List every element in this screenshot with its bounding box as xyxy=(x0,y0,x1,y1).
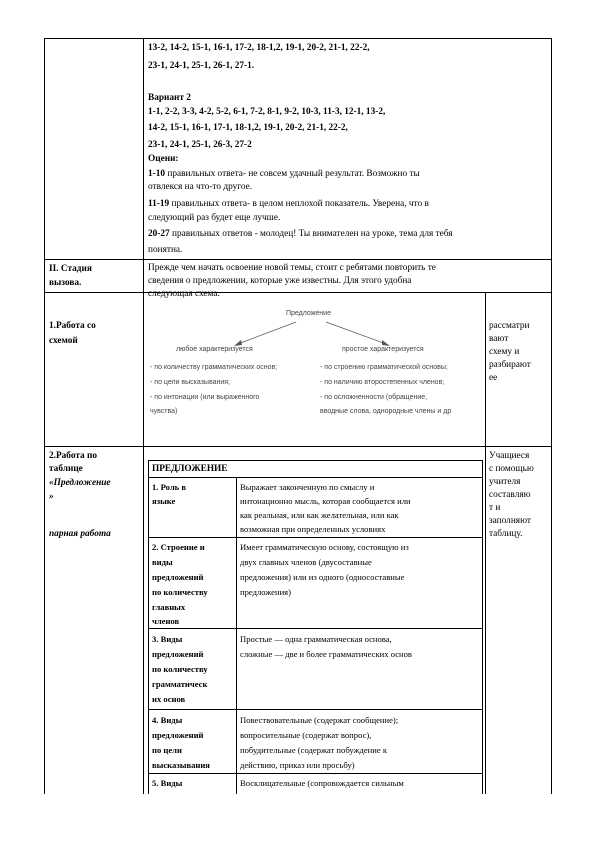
inner-border-right xyxy=(482,460,483,794)
table-row-label-1: 2.Работа по xyxy=(49,451,98,461)
sentence-scheme-diagram xyxy=(146,296,484,442)
outer-border-right xyxy=(551,38,552,794)
row3-text: Простые — одна грамматическая основа, xyxy=(240,634,392,644)
scheme-left-item: - по интонации (или выраженного xyxy=(150,394,260,401)
row2-label: главных xyxy=(152,602,186,612)
pair-work-label: парная работа xyxy=(49,529,111,539)
inner-col-divider xyxy=(236,477,237,794)
inner-row-divider xyxy=(148,628,483,629)
scheme-right-branch: простое характеризуется xyxy=(342,346,424,353)
stage2-text-1: Прежде чем начать освоение новой темы, стоит с ребятами повторить те xyxy=(148,263,436,273)
row2-label: предложений xyxy=(152,572,204,582)
scheme-left-branch: любое характеризуется xyxy=(176,346,253,353)
row3-label: 3. Виды xyxy=(152,634,183,644)
row4-label: высказывания xyxy=(152,760,210,770)
table-student-activity-4: составляю xyxy=(489,490,531,500)
answers-v1-line-1: 13-2, 14-2, 15-1, 16-1, 17-2, 18-1,2, 19-1, 20-2, 21-1, 22-2, xyxy=(148,43,370,53)
inner-row-divider xyxy=(148,477,483,478)
row3-label: их основ xyxy=(152,694,186,704)
row4-text: побудительные (содержат побуждение к xyxy=(240,745,388,755)
grade-2-range: 11-19 xyxy=(148,199,170,209)
row5-label: 5. Виды xyxy=(152,778,183,788)
inner-border-left xyxy=(148,460,149,794)
row1-label: 1. Роль в xyxy=(152,482,186,492)
variant-2-title: Вариант 2 xyxy=(148,93,191,103)
grade-2-text-2: следующий раз будет еще лучше. xyxy=(148,213,281,223)
grade-1-text: правильных ответа- не совсем удачный результат. Возможно ты xyxy=(165,169,420,179)
row4-label: по цели xyxy=(152,745,182,755)
scheme-student-activity-4: разбирают xyxy=(489,360,531,370)
row3-label: по количеству xyxy=(152,664,208,674)
stage2-label-2: вызова. xyxy=(49,278,82,288)
answers-v1-line-2: 23-1, 24-1, 25-1, 26-1, 27-1. xyxy=(148,61,255,71)
scheme-student-activity-5: ее xyxy=(489,373,498,383)
scheme-right-item: - по строению грамматической основы; xyxy=(320,364,448,371)
row2-text: предложения) xyxy=(240,587,291,597)
scheme-right-item: - по наличию второстепенных членов; xyxy=(320,379,445,386)
row4-text: действию, приказ или просьбу) xyxy=(240,760,355,770)
scheme-row-label-2: схемой xyxy=(49,336,78,346)
scheme-right-item: вводные слова, однородные члены и др xyxy=(320,408,452,415)
row3-label: предложений xyxy=(152,649,204,659)
grade-3-line xyxy=(148,228,453,240)
stage2-text-2: сведения о предложении, которые уже известны. Для этого удобна xyxy=(148,276,412,286)
scheme-left-item: - по количеству грамматических основ; xyxy=(150,364,278,371)
grade-2-line xyxy=(148,198,429,210)
row2-label: по количеству xyxy=(152,587,208,597)
inner-row-divider xyxy=(148,537,483,538)
inner-table-header: ПРЕДЛОЖЕНИЕ xyxy=(152,464,228,474)
col-divider-2 xyxy=(485,292,486,794)
row1-text: как реальная, или как желательная, или как xyxy=(240,510,399,520)
table-student-activity-1: Учащиеся xyxy=(489,451,530,461)
row-divider-1 xyxy=(44,259,552,260)
row-divider-3 xyxy=(44,446,552,447)
table-student-activity-7: таблицу. xyxy=(489,529,523,539)
answers-v2-line-2: 14-2, 15-1, 16-1, 17-1, 18-1,2, 19-1, 20-2, 21-1, 22-2, xyxy=(148,123,348,133)
sentence-table xyxy=(148,460,483,794)
outer-border-top xyxy=(44,38,552,39)
inner-row-divider xyxy=(148,773,483,774)
scheme-student-activity-2: вают xyxy=(489,334,509,344)
scheme-right-item: - по осложненности (обращение, xyxy=(320,394,428,401)
row3-text: сложные — две и более грамматических основ xyxy=(240,649,412,659)
row5-text: Восклицательные (сопровождается сильным xyxy=(240,778,404,788)
row1-text: Выражает законченную по смыслу и xyxy=(240,482,375,492)
row2-text: предложения) или из одного (односоставные xyxy=(240,572,405,582)
table-row-label-italic-2: » xyxy=(49,492,54,502)
row-divider-2 xyxy=(44,292,552,293)
scheme-row-label-1: 1.Работа со xyxy=(49,321,96,331)
row2-text: Имеет грамматическую основу, состоящую из xyxy=(240,542,409,552)
grade-1-text-2: отвлекся на что-то другое. xyxy=(148,182,253,192)
row4-label: предложений xyxy=(152,730,204,740)
inner-row-divider xyxy=(148,709,483,710)
row1-text: возможная при определенных условиях xyxy=(240,524,386,534)
grade-1-range: 1-10 xyxy=(148,169,166,179)
grades-title: Оцени: xyxy=(148,154,179,164)
table-student-activity-5: т и xyxy=(489,503,501,513)
table-row-label-2: таблице xyxy=(49,464,83,474)
table-row-label-italic-1: «Предложение xyxy=(49,478,111,488)
table-student-activity-3: учителя xyxy=(489,477,521,487)
grade-3-text-2: понятна. xyxy=(148,245,183,255)
row2-text: двух главных членов (двусоставные xyxy=(240,557,372,567)
grade-3-text: правильных ответов - молодец! Ты внимателен на уроке, тема для тебя xyxy=(169,229,453,239)
scheme-root: Предложение xyxy=(286,310,331,317)
row2-label: членов xyxy=(152,616,180,626)
answers-v2-line-1: 1-1, 2-2, 3-3, 4-2, 5-2, 6-1, 7-2, 8-1, 9-2, 10-3, 11-3, 12-1, 13-2, xyxy=(148,107,386,117)
row1-label: языке xyxy=(152,496,176,506)
answers-v2-line-3: 23-1, 24-1, 25-1, 26-3, 27-2 xyxy=(148,140,252,150)
grade-3-range: 20-27 xyxy=(148,229,170,239)
scheme-student-activity-3: схему и xyxy=(489,347,520,357)
row3-label: грамматическ xyxy=(152,679,208,689)
grade-2-text: правильных ответа- в целом неплохой показатель. Уверена, что в xyxy=(169,199,429,209)
scheme-student-activity-1: рассматри xyxy=(489,321,530,331)
table-student-activity-6: заполняют xyxy=(489,516,531,526)
inner-border-top xyxy=(148,460,483,461)
row4-text: вопросительные (содержат вопрос), xyxy=(240,730,372,740)
table-student-activity-2: с помощью xyxy=(489,464,534,474)
scheme-left-item: - по цели высказывания; xyxy=(150,379,231,386)
row2-label: 2. Строение и xyxy=(152,542,205,552)
grade-1-line xyxy=(148,168,420,180)
stage2-label-1: II. Стадия xyxy=(49,264,92,274)
row4-text: Повествовательные (содержат сообщение); xyxy=(240,715,399,725)
scheme-left-item: чувства) xyxy=(150,408,178,415)
col-divider-1 xyxy=(143,38,144,794)
row1-text: интонационно мысль, которая сообщается или xyxy=(240,496,411,506)
stage2-text-3: следующая схема. xyxy=(148,289,220,299)
row4-label: 4. Виды xyxy=(152,715,183,725)
outer-border-left xyxy=(44,38,45,794)
row2-label: виды xyxy=(152,557,173,567)
